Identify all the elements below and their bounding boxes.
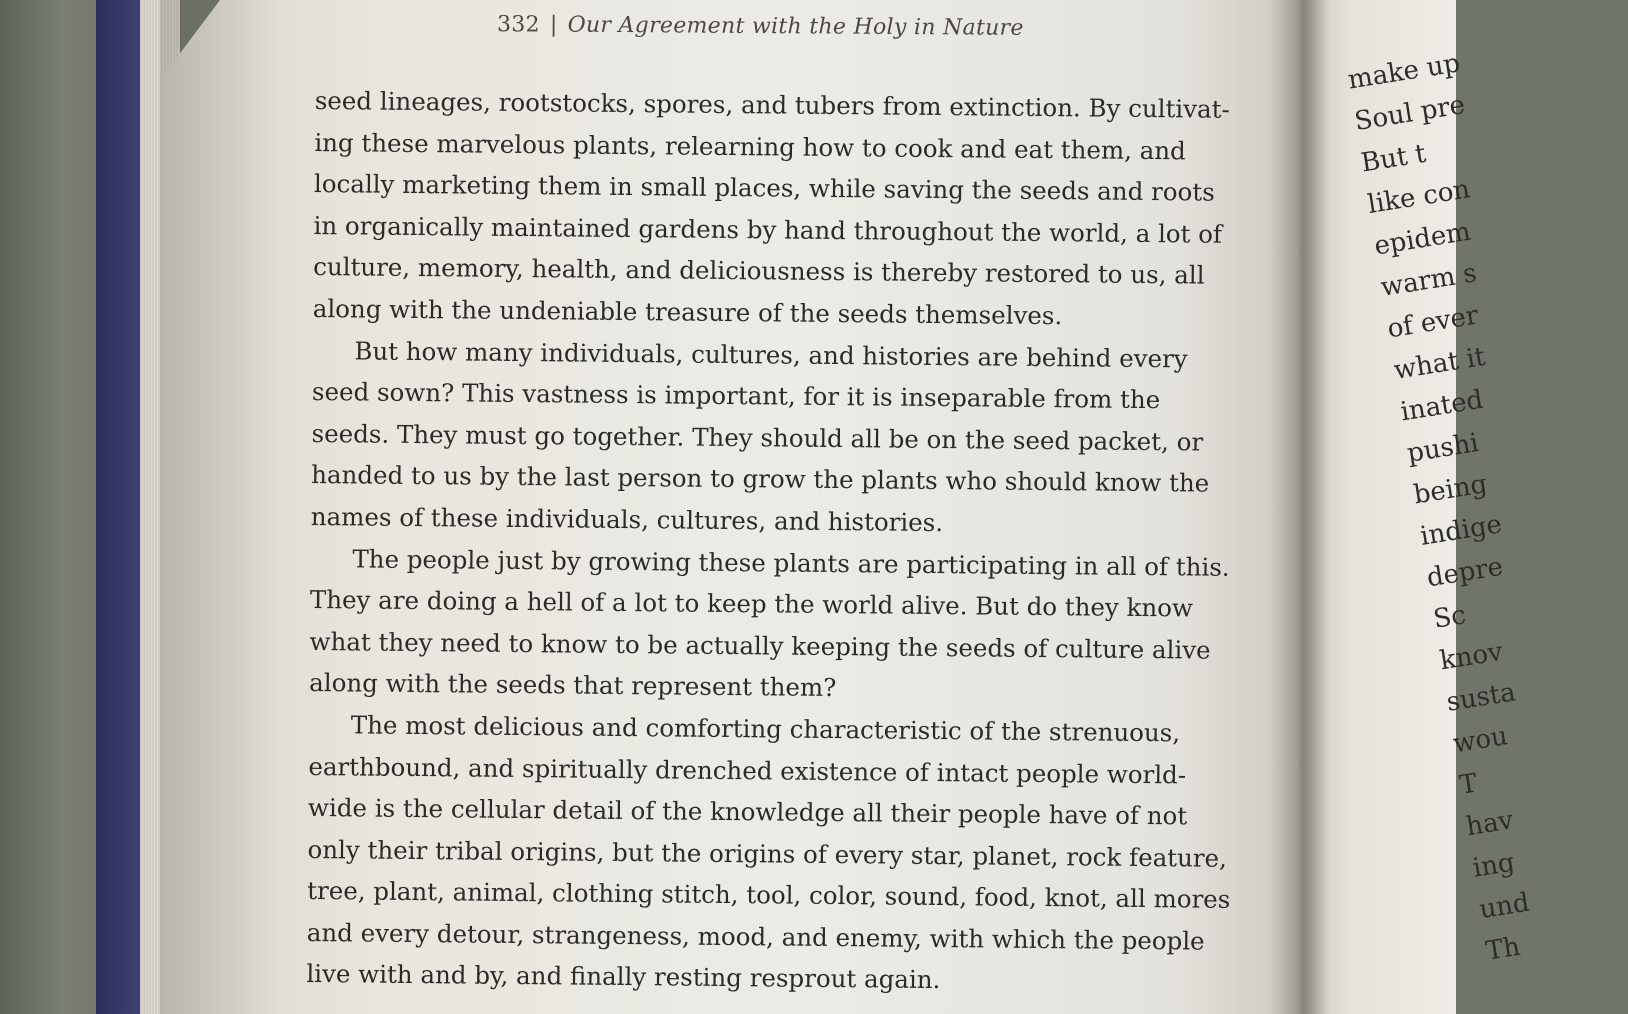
text-fragment: knov <box>1437 636 1505 677</box>
text-fragment: wou <box>1451 721 1510 760</box>
text-fragment: indige <box>1418 509 1504 552</box>
text-line: The most delicious and comforting characteristic of the strenuous, <box>350 710 1181 748</box>
header-separator: | <box>549 12 558 38</box>
text-line: culture, memory, health, and deliciousness is thereby restored to us, all <box>313 252 1205 290</box>
text-fragment: Sc <box>1431 600 1469 635</box>
chapter-title: Our Agreement with the Holy in Nature <box>567 12 1024 41</box>
text-line: seed lineages, rootstocks, spores, and tubers from extinction. By cultivat- <box>314 85 1230 124</box>
text-fragment: what it <box>1391 341 1488 386</box>
text-line: ing these marvelous plants, relearning how to cook and eat them, and <box>314 127 1186 165</box>
text-fragment: depre <box>1424 551 1506 594</box>
text-line: in organically maintained gardens by hand throughout the world, a lot of <box>313 210 1223 249</box>
text-fragment: inated <box>1398 384 1486 428</box>
text-line: seed sown? This vastness is important, for it is inseparable from the <box>311 377 1161 415</box>
text-line: along with the undeniable treasure of the seeds themselves. <box>312 293 1063 331</box>
text-line: names of these individuals, cultures, and histories. <box>310 501 944 537</box>
text-line: They are doing a hell of a lot to keep the world alive. But do they know <box>309 585 1194 623</box>
text-fragment: make up <box>1345 48 1463 96</box>
text-line: tree, plant, animal, clothing stitch, tool, color, sound, food, knot, all mores <box>307 876 1231 915</box>
left-page-body <box>306 80 1231 1004</box>
text-line: and every detour, strangeness, mood, and enemy, with which the people <box>306 917 1205 956</box>
text-fragment: Soul pre <box>1352 90 1468 138</box>
text-fragment: But t <box>1359 138 1428 179</box>
text-line: But how many individuals, cultures, and histories are behind every <box>354 335 1188 373</box>
text-fragment: hav <box>1464 805 1516 843</box>
text-fragment: warm s <box>1378 258 1479 303</box>
text-fragment: Th <box>1483 931 1523 967</box>
page-number: 332 <box>496 12 540 38</box>
text-fragment: pushi <box>1405 428 1481 469</box>
left-page-shadow <box>160 0 280 1014</box>
text-line: seeds. They must go together. They should all be on the seed packet, or <box>311 418 1204 457</box>
text-line: only their tribal origins, but the origins of every star, planet, rock feature, <box>307 834 1228 873</box>
book-gutter <box>1270 0 1330 1014</box>
text-line: handed to us by the last person to grow the plants who should know the <box>311 460 1210 498</box>
text-line: what they need to know to be actually keeping the seeds of culture alive <box>309 626 1211 665</box>
text-line: earthbound, and spiritually drenched existence of intact people world- <box>308 751 1187 789</box>
text-fragment: und <box>1477 887 1532 926</box>
text-fragment: ing <box>1470 847 1517 884</box>
running-header <box>497 12 1024 41</box>
text-line: locally marketing them in small places, while saving the seeds and roots <box>313 169 1215 207</box>
text-fragment: of ever <box>1385 300 1481 345</box>
text-line: along with the seeds that represent them? <box>309 668 837 703</box>
text-line: wide is the cellular detail of the knowledge all their people have of not <box>307 793 1188 831</box>
text-fragment: epidem <box>1372 216 1473 262</box>
text-fragment: like con <box>1365 174 1473 221</box>
text-fragment: being <box>1411 469 1490 511</box>
text-line: The people just by growing these plants are participating in all of this. <box>352 543 1230 582</box>
text-line: live with and by, and finally resting resprout again. <box>306 959 941 995</box>
text-fragment: susta <box>1444 677 1518 718</box>
text-fragment: T <box>1457 768 1480 801</box>
